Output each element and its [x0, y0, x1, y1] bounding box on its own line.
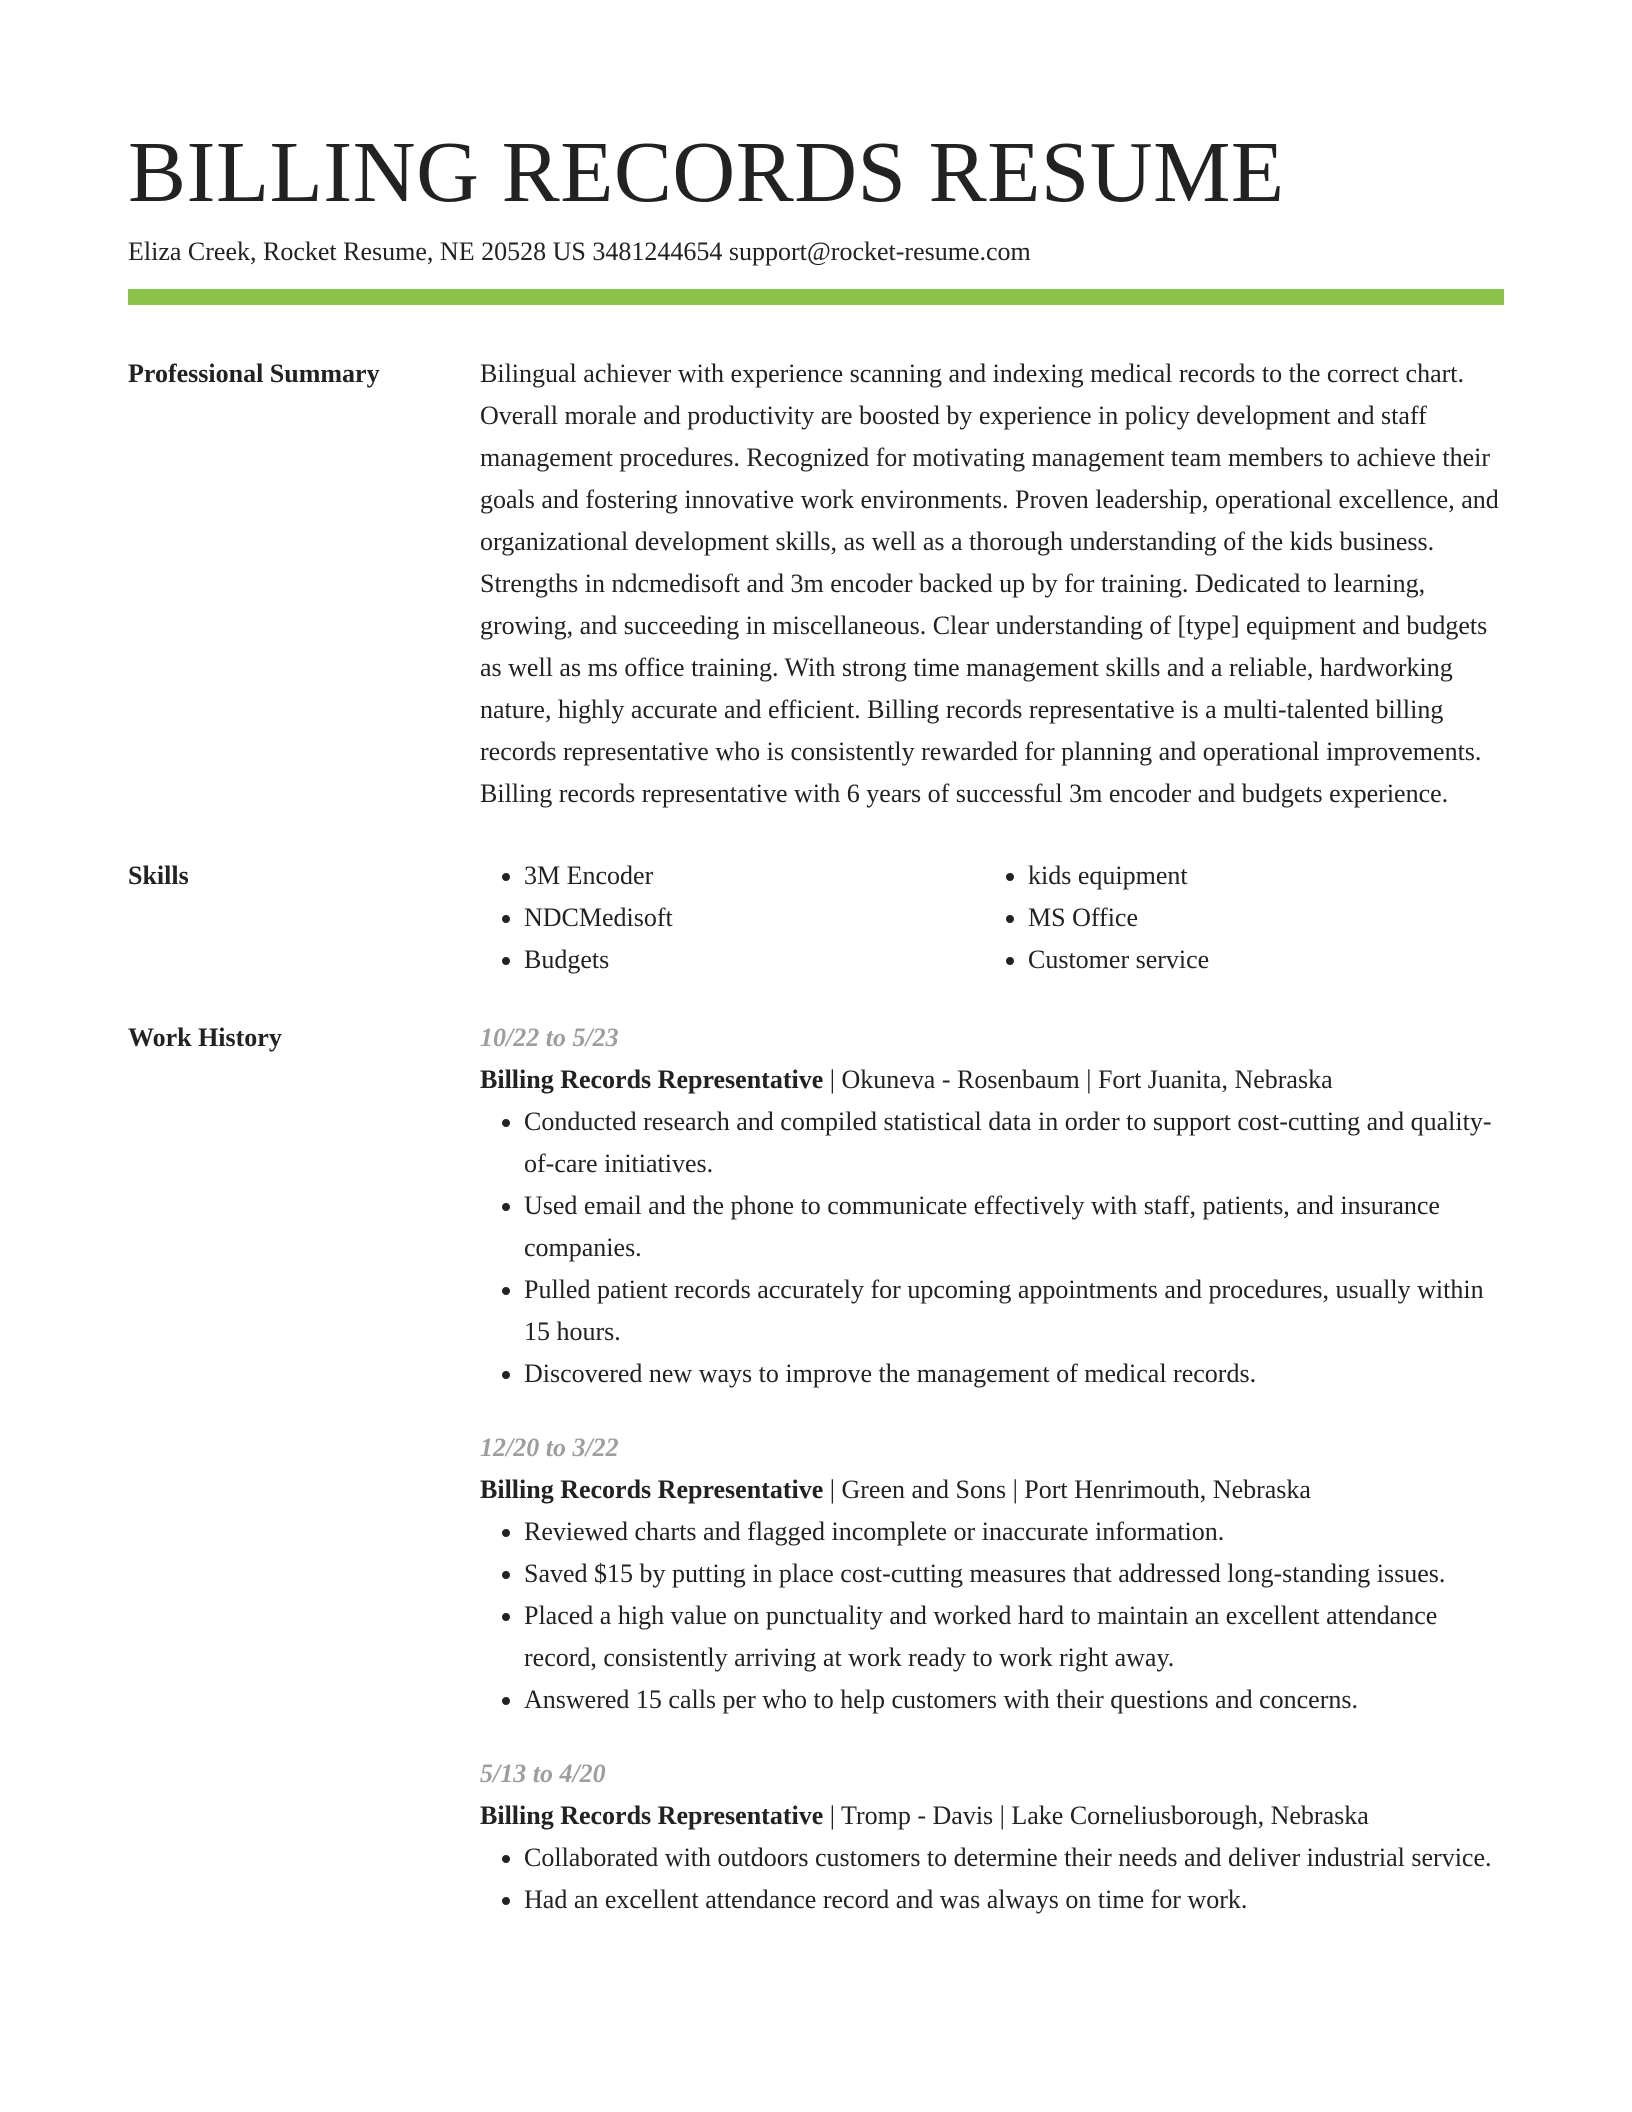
work-history-heading: Work History — [128, 1023, 282, 1052]
job-entry — [480, 1017, 1504, 1395]
skill-item: • NDCMedisoft — [524, 897, 984, 939]
job-heading — [480, 1469, 1504, 1511]
skill-item: • Budgets — [524, 939, 984, 981]
contact-phone: 3481244654 — [592, 237, 723, 266]
job-bullet: • Used email and the phone to communicate effectively with staff, patients, and insurance companies. — [524, 1185, 1504, 1269]
job-bullet: • Reviewed charts and flagged incomplete or inaccurate information. — [524, 1511, 1504, 1553]
job-heading — [480, 1059, 1504, 1101]
job-entry — [480, 1753, 1504, 1921]
skill-item: • 3M Encoder — [524, 855, 984, 897]
contact-email: support@rocket-resume.com — [728, 237, 1031, 266]
job-bullet: • Answered 15 calls per who to help customers with their questions and concerns. — [524, 1679, 1504, 1721]
summary-text: Bilingual achiever with experience scanning and indexing medical records to the correct chart. Overall morale and productivity are boosted by experience in policy development and staff management procedures. Recognized for motivating management team members to achieve their goals and fostering innovative work environments. Proven leadership, operational excellence, and organizational development skills, as well as a thorough understanding of the kids business. Strengths in ndcmedisoft and 3m encoder backed up by for training. Dedicated to learning, growing, and succeeding in miscellaneous. Clear understanding of [type] equipment and budgets as well as ms office training. With strong time management skills and a reliable, hardworking nature, highly accurate and efficient. Billing records representative is a multi-talented billing records representative who is consistently rewarded for planning and operational improvements. Billing records representative with 6 years of successful 3m encoder and budgets experience. — [480, 359, 1499, 808]
job-title: Billing Records Representative — [480, 1801, 824, 1830]
summary-section — [128, 353, 1504, 815]
job-bullet: • Pulled patient records accurately for upcoming appointments and procedures, usually within 15 hours. — [524, 1269, 1504, 1353]
work-history-section — [128, 1017, 1504, 1953]
job-bullet-list — [480, 1837, 1504, 1921]
job-bullet: • Saved $15 by putting in place cost-cutting measures that addressed long-standing issues. — [524, 1553, 1504, 1595]
job-details: | Tromp - Davis | Lake Corneliusborough, Nebraska — [823, 1801, 1369, 1830]
job-dates: 5/13 to 4/20 — [480, 1759, 606, 1788]
contact-country: US — [552, 237, 586, 266]
contact-name: Eliza Creek, — [128, 237, 257, 266]
skills-grid — [480, 855, 1504, 981]
job-bullet: • Conducted research and compiled statistical data in order to support cost-cutting and quality-of-care initiatives. — [524, 1101, 1504, 1185]
job-bullet: • Placed a high value on punctuality and worked hard to maintain an excellent attendance record, consistently arriving at work ready to work right away. — [524, 1595, 1504, 1679]
skill-item: • Customer service — [1028, 939, 1504, 981]
contact-state-zip: NE 20528 — [439, 237, 547, 266]
skills-heading: Skills — [128, 861, 189, 890]
skill-item: • kids equipment — [1028, 855, 1504, 897]
skills-list-left — [480, 855, 984, 981]
job-bullet: • Discovered new ways to improve the management of medical records. — [524, 1353, 1504, 1395]
job-bullet-list — [480, 1101, 1504, 1395]
job-dates: 10/22 to 5/23 — [480, 1023, 619, 1052]
job-title: Billing Records Representative — [480, 1475, 824, 1504]
contact-line — [128, 237, 1504, 267]
job-details: | Okuneva - Rosenbaum | Fort Juanita, Nebraska — [823, 1065, 1333, 1094]
header-divider — [128, 289, 1504, 305]
job-bullet: • Had an excellent attendance record and was always on time for work. — [524, 1879, 1504, 1921]
resume-title: BILLING RECORDS RESUME — [128, 123, 1285, 220]
contact-city: Rocket Resume, — [263, 237, 434, 266]
work-history-body — [480, 1017, 1504, 1953]
job-title: Billing Records Representative — [480, 1065, 824, 1094]
job-bullet: • Collaborated with outdoors customers to determine their needs and deliver industrial service. — [524, 1837, 1504, 1879]
skills-list-right — [984, 855, 1504, 981]
skills-section — [128, 855, 1504, 981]
job-heading — [480, 1795, 1504, 1837]
job-details: | Green and Sons | Port Henrimouth, Nebraska — [823, 1475, 1311, 1504]
job-dates: 12/20 to 3/22 — [480, 1433, 619, 1462]
skill-item: • MS Office — [1028, 897, 1504, 939]
summary-body — [480, 353, 1504, 815]
job-entry — [480, 1427, 1504, 1721]
summary-heading: Professional Summary — [128, 359, 380, 388]
job-bullet-list — [480, 1511, 1504, 1721]
